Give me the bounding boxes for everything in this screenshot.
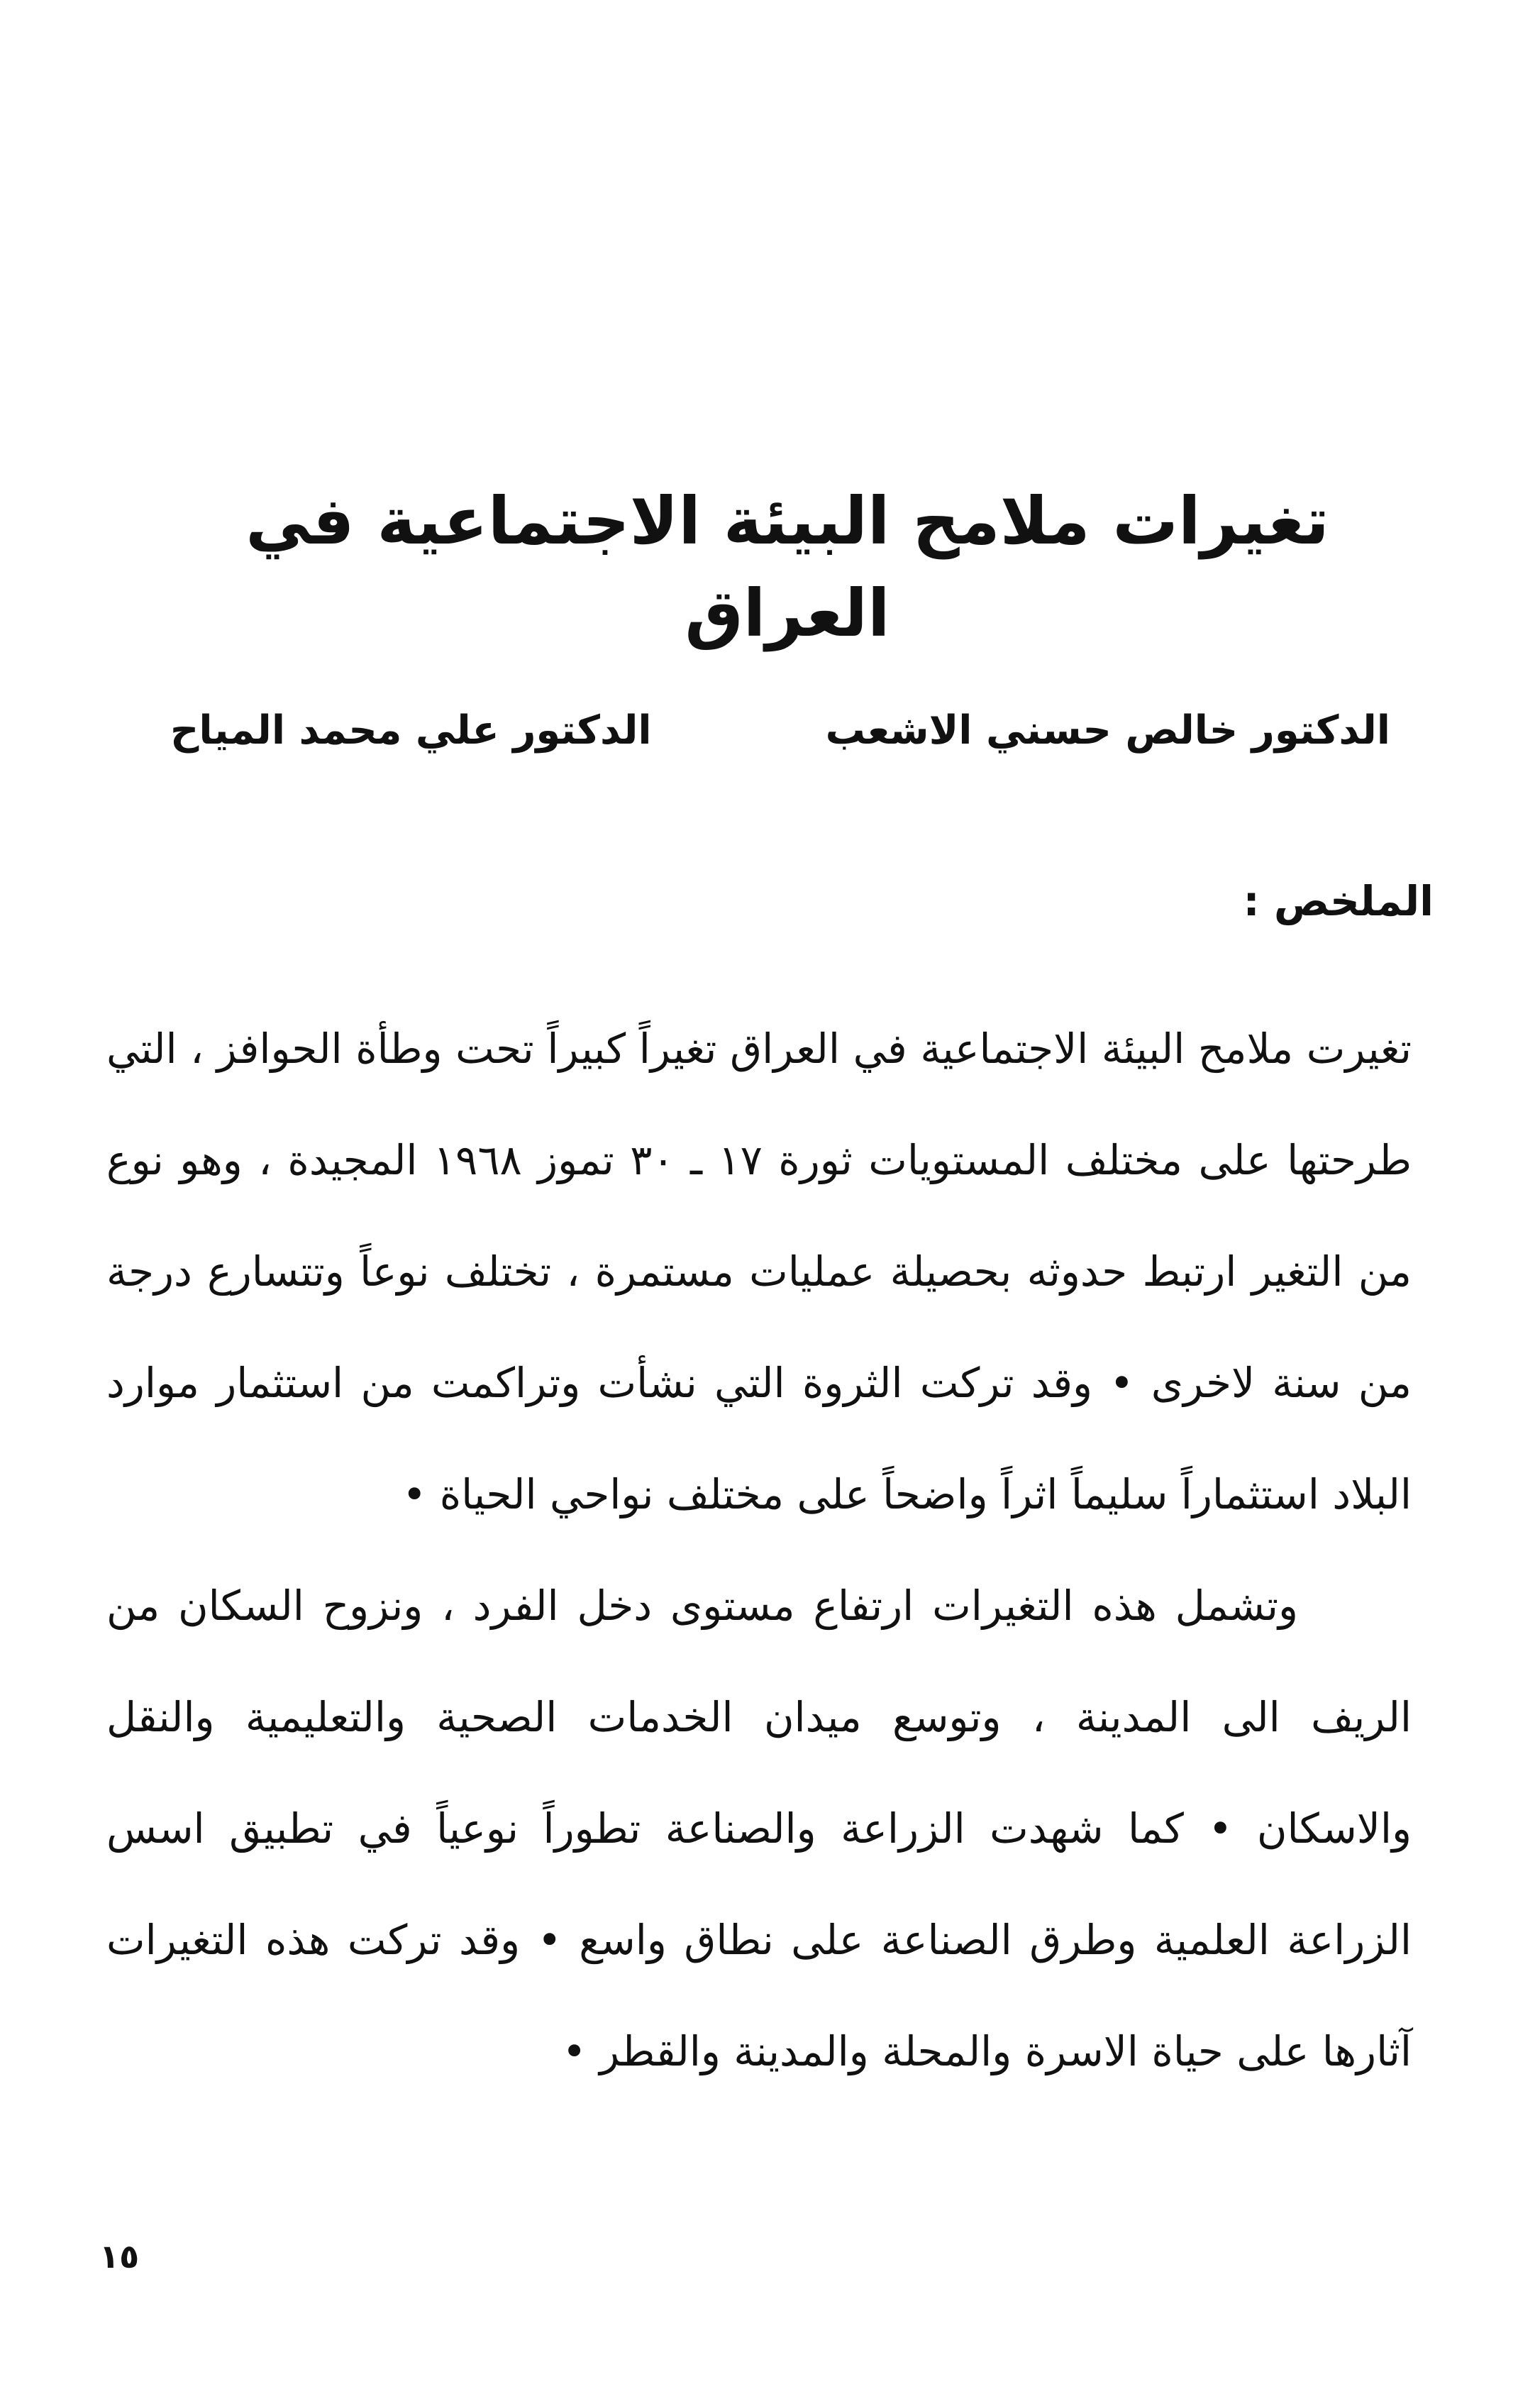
authors-row [156,692,1390,770]
abstract-body [106,993,1412,2107]
abstract-paragraph-2: وتشمل هذه التغيرات ارتفاع مستوى دخل الفرد ، ونزوح السكان من الريف الى المدينة ، وتوسع ميدان الخدمات الصحية والتعليمية والنقل والاسكان • كما شهدت الزراعة والصناعة تطوراً نوعياً في تطبيق اسس الزراعة العلمية وطرق الصناعة على نطاق واسع • وقد تركت هذه التغيرات آثارها على حياة الاسرة والمحلة والمدينة والقطر • [106,1582,1412,2075]
page-number: ١٥ [99,2237,140,2276]
author-name-2: الدكتور علي محمد المياح [170,707,652,754]
author-name-1: الدكتور خالص حسني الاشعب [825,707,1390,754]
page-title: تغيرات ملامح البيئة الاجتماعية في العراق [245,483,1329,651]
abstract-paragraph-1: تغيرت ملامح البيئة الاجتماعية في العراق تغيراً كبيراً تحت وطأة الحوافز ، التي طرحتها على مختلف المستويات ثورة ١٧ ـ ٣٠ تموز ١٩٦٨ المجيدة ، وهو نوع من التغير ارتبط حدوثه بحصيلة عمليات مستمرة ، تختلف نوعاً وتتسارع درجة من سنة لاخرى • وقد تركت الثروة التي نشأت وتراكمت من استثمار موارد البلاد استثماراً سليماً اثراً واضحاً على مختلف نواحي الحياة • [106,1025,1412,1518]
abstract-heading: الملخص : [1243,877,1434,925]
